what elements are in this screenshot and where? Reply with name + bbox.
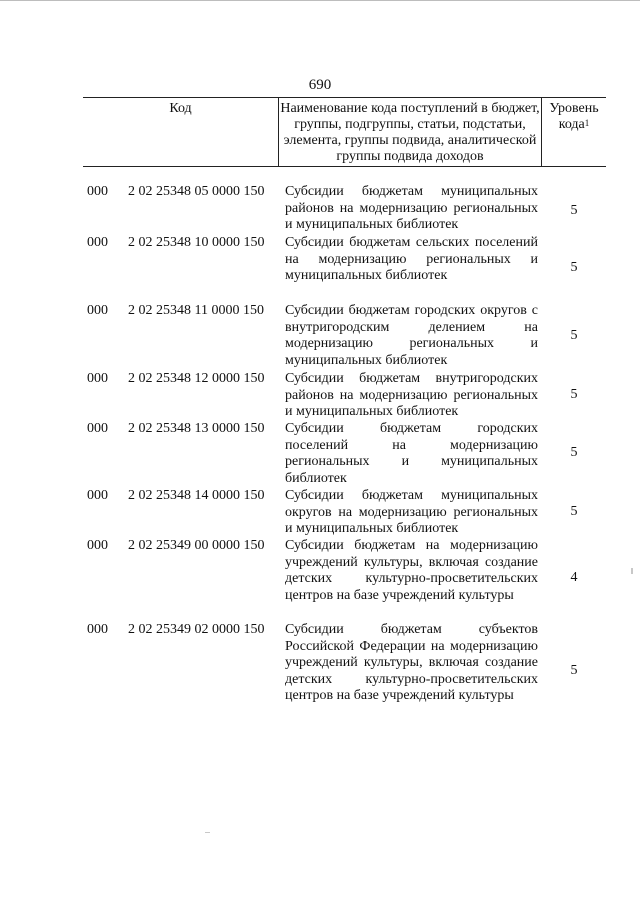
- scan-speck: [631, 568, 633, 574]
- header-name-cell: [278, 98, 542, 166]
- revenue-code: 2 02 25349 02 0000 150: [128, 622, 265, 637]
- code-level: 5: [570, 328, 578, 343]
- revenue-name: Субсидии бюджетам муниципальных районов на модернизацию региональных и муниципальных библиотек: [285, 184, 538, 232]
- admin-code: 000: [87, 303, 108, 318]
- revenue-code: 2 02 25348 13 0000 150: [128, 421, 265, 436]
- page-number: 690: [308, 77, 332, 93]
- revenue-code: 2 02 25348 11 0000 150: [128, 303, 264, 318]
- admin-code: 000: [87, 538, 108, 553]
- revenue-name: Субсидии бюджетам сельских поселений на модернизацию региональных и муниципальных библиотек: [285, 235, 538, 283]
- scan-top-edge-line: [0, 0, 640, 1]
- code-level: 5: [570, 387, 578, 402]
- revenue-code: 2 02 25349 00 0000 150: [128, 538, 265, 553]
- code-level: 5: [570, 504, 578, 519]
- code-level: 5: [570, 260, 578, 275]
- table-header: [83, 97, 606, 167]
- code-level: 5: [570, 203, 578, 218]
- revenue-code: 2 02 25348 12 0000 150: [128, 371, 265, 386]
- admin-code: 000: [87, 421, 108, 436]
- admin-code: 000: [87, 235, 108, 250]
- admin-code: 000: [87, 488, 108, 503]
- revenue-name: Субсидии бюджетам городских поселений на модернизацию региональных и муниципальных библиотек: [285, 421, 538, 486]
- revenue-name: Субсидии бюджетам на модернизацию учреждений культуры, включая создание детских культурно-просветительских центров на базе учреждений культуры: [285, 538, 538, 603]
- admin-code: 000: [87, 371, 108, 386]
- revenue-name: Субсидии бюджетам муниципальных округов на модернизацию региональных и муниципальных библиотек: [285, 488, 538, 536]
- code-level: 5: [570, 445, 578, 460]
- admin-code: 000: [87, 622, 108, 637]
- revenue-name: Субсидии бюджетам субъектов Российской Федерации на модернизацию учреждений культуры, включая создание детских культурно-просветительских центров на базе учреждений культуры: [285, 622, 538, 703]
- revenue-name: Субсидии бюджетам городских округов с внутригородским делением на модернизацию региональных и муниципальных библиотек: [285, 303, 538, 368]
- header-level-label: Уровень кода: [549, 101, 599, 132]
- code-level: 5: [570, 663, 578, 678]
- revenue-code: 2 02 25348 10 0000 150: [128, 235, 265, 250]
- revenue-name: Субсидии бюджетам внутригородских районов на модернизацию региональных и муниципальных библиотек: [285, 371, 538, 419]
- header-name-label: Наименование кода поступлений в бюджет, группы, подгруппы, статьи, подстатьи, элемента, группы подвида, аналитической группы подвида доходов: [280, 101, 540, 164]
- header-code-label: Код: [169, 101, 192, 116]
- header-code-cell: [83, 98, 278, 166]
- revenue-code: 2 02 25348 14 0000 150: [128, 488, 265, 503]
- header-level-footnote-mark: 1: [584, 118, 590, 128]
- code-level: 4: [570, 570, 578, 585]
- revenue-code: 2 02 25348 05 0000 150: [128, 184, 265, 199]
- header-level-cell: [542, 98, 606, 166]
- scan-speck: [205, 832, 210, 833]
- admin-code: 000: [87, 184, 108, 199]
